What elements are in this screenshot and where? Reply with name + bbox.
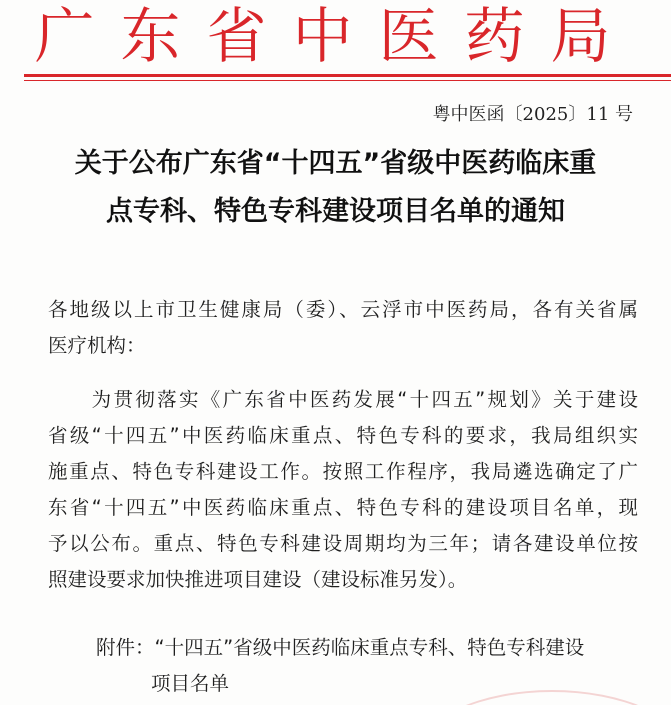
salutation-line-1: 各地级以上市卫生健康局（委）、云浮市中医药局，各有关省属 [48, 298, 638, 321]
salutation-line-2: 医疗机构： [48, 334, 146, 357]
attachment-line-1: 附件：“十四五”省级中医药临床重点专科、特色专科建设 [96, 636, 585, 659]
document-title-line-2: 点专科、特色专科建设项目名单的通知 [106, 196, 565, 227]
paragraph-line: 省级“十四五”中医药临床重点、特色专科的要求，我局组织实 [48, 424, 638, 447]
document-number: 粤中医函〔2025〕11 号 [432, 104, 633, 125]
paragraph-line: 为贯彻落实《广东省中医药发展“十四五”规划》关于建设 [48, 388, 638, 411]
salutation [48, 292, 638, 364]
attachment-line-2: 项目名单 [151, 672, 230, 695]
paragraph-line: 予以公布。重点、特色专科建设周期均为三年；请各建设单位按 [48, 532, 638, 555]
masthead-rule-thin [24, 80, 671, 81]
body-paragraph [48, 382, 638, 598]
paragraph-line: 照建设要求加快推进项目建设（建设标准另发）。 [48, 568, 468, 591]
masthead-rule-thick [24, 74, 671, 77]
paragraph-line: 施重点、特色专科建设工作。按照工作程序，我局遴选确定了广 [48, 460, 638, 483]
paragraph-line: 东省“十四五”中医药临床重点、特色专科的建设项目名单，现 [48, 496, 638, 519]
masthead-org-name: 广东省中医药局 [34, 2, 637, 72]
document-title-line-1: 关于公布广东省“十四五”省级中医药临床重 [74, 148, 597, 179]
document-title [20, 140, 651, 236]
